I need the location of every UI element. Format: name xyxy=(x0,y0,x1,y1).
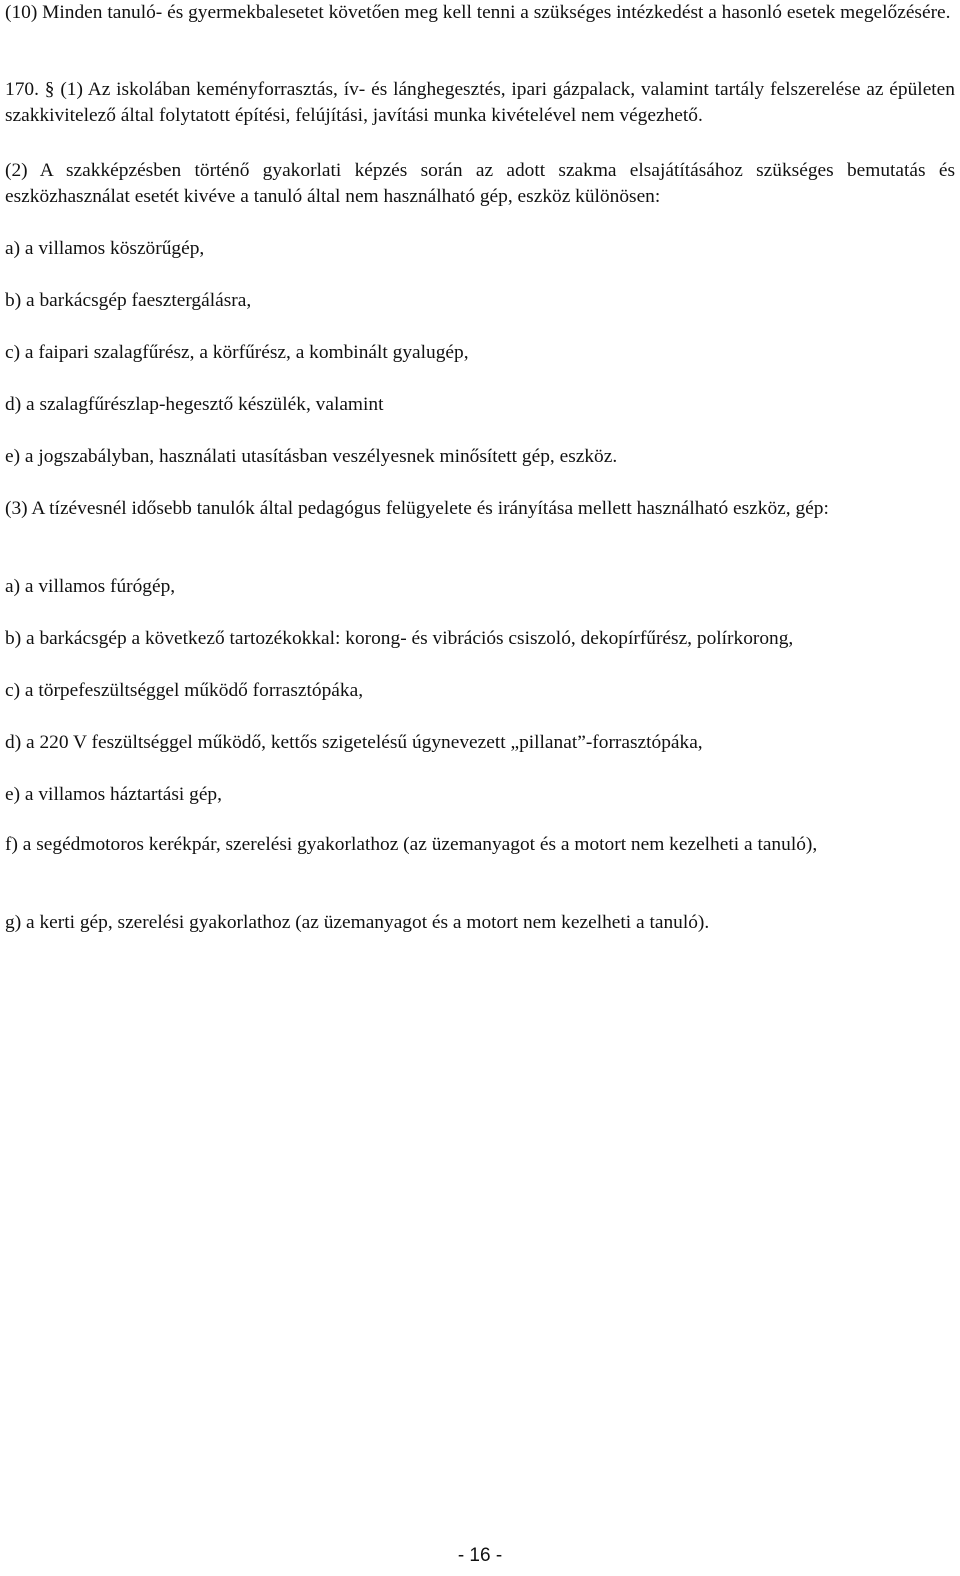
list-item: c) a törpefeszültséggel működő forrasztópáka, xyxy=(5,680,364,701)
section-170-paragraph-3: (3) A tízévesnél idősebb tanulók által pedagógus felügyelete és irányítása mellett használható eszköz, gép: xyxy=(5,498,829,519)
list-item: b) a barkácsgép faesztergálásra, xyxy=(5,290,252,311)
section-number: 170. xyxy=(5,79,39,100)
list-item: a) a villamos fúrógép, xyxy=(5,576,176,597)
page-number: - 16 - xyxy=(457,1545,503,1566)
list-item: e) a villamos háztartási gép, xyxy=(5,784,222,805)
list-item: d) a 220 V feszültséggel működő, kettős szigetelésű úgynevezett „pillanat”-forrasztópáka, xyxy=(5,732,703,753)
section-170-paragraph-2: (2) A szakképzésben történő gyakorlati képzés során az adott szakma elsajátításához szükséges bemutatás és eszközhasználat esetét kivéve a tanuló által nem használható gép, eszköz különösen: xyxy=(5,160,955,207)
list-item: e) a jogszabályban, használati utasításban veszélyesnek minősített gép, eszköz. xyxy=(5,446,618,467)
section-170-paragraph-1 xyxy=(5,77,955,129)
paragraph-10: (10) Minden tanuló- és gyermekbalesetet követően meg kell tenni a szükséges intézkedést a hasonló esetek megelőzésére. xyxy=(5,2,951,23)
list-item: a) a villamos köszörűgép, xyxy=(5,238,205,259)
list-item: f) a segédmotoros kerékpár, szerelési gyakorlathoz (az üzemanyagot és a motort nem kezelheti a tanuló), xyxy=(5,834,818,855)
list-item: d) a szalagfűrészlap-hegesztő készülék, valamint xyxy=(5,394,384,415)
list-item: b) a barkácsgép a következő tartozékokkal: korong- és vibrációs csiszoló, dekopírfűrész, polírkorong, xyxy=(5,628,794,649)
list-item: g) a kerti gép, szerelési gyakorlathoz (az üzemanyagot és a motort nem kezelheti a tanuló). xyxy=(5,912,710,933)
section-170-p1-text: (1) Az iskolában keményforrasztás, ív- és lánghegesztés, ipari gázpalack, valamint tartály felszerelése az épületen szakkivitelező által folytatott építési, felújítási, javítási munka kivételével nem végezhető. xyxy=(5,79,955,126)
section-sign-icon: § xyxy=(44,79,55,100)
list-item: c) a faipari szalagfűrész, a körfűrész, a kombinált gyalugép, xyxy=(5,342,469,363)
